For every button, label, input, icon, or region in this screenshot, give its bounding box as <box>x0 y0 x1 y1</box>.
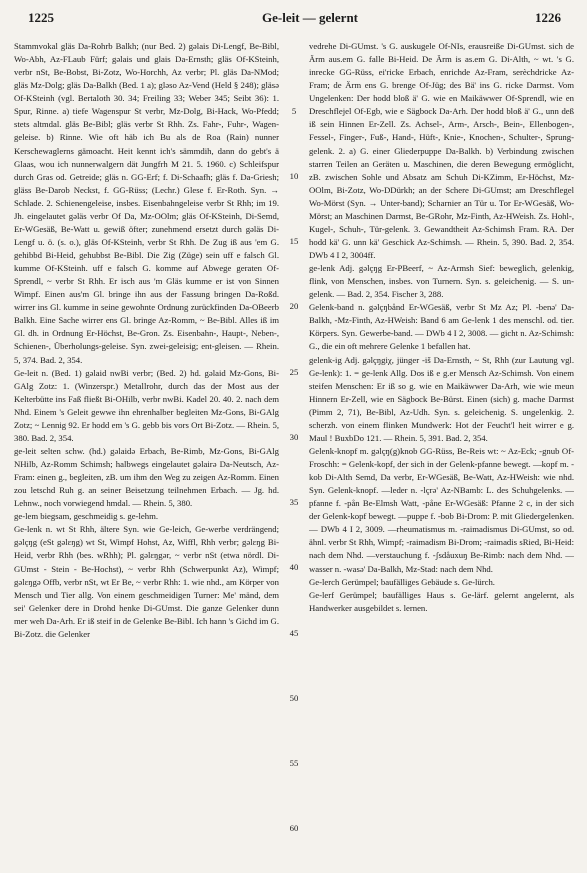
line-number: 40 <box>289 562 299 572</box>
line-number: 10 <box>289 171 299 181</box>
entry-gelenkig: gelenk-ig Adj. gəlçŋgiχ, jünger -iš Da-Ernsth, ~ St, Rhh (zur Lautung vgl. Ge-lenk): 1. = ge-lenk Allg. Dos iß e g.er Mensch Az-Schimsh. Von einem steifen Menschen: Er iß so g. wie en Maikäwwer Da-Arh, wie wie meun Hinnern Er-Zell, wie en Sägbock Be-Bürst. Einen (sich) g. mache Darmst (Pimm 2, 71), Be-Bibl, Az-Udh. Syn. s. geleichenig. S. ungelenkig. 2. scherzh. von einem flinken Mundwerk: Hot der Feucht'l heit wirrer e g. Maul ! BuxbDo 121. — Rhein. 5, 391. Bad. 2, 354. <box>309 354 574 443</box>
line-number: 50 <box>289 693 299 703</box>
line-number: 25 <box>289 367 299 377</box>
line-number: 45 <box>289 628 299 638</box>
line-number: 15 <box>289 236 299 246</box>
page-number-left: 1225 <box>28 10 54 25</box>
entry-gelenk-noun: Ge-lenk n. wt St Rhh, ältere Syn. wie Ge-leich, Ge-werbe verdrängend; gəlçŋg (eSt gəlɛŋg) wt St, Wimpf Hohst, Az, Wiffl, Rhh verbr; gəlɛŋg Bi-Heid, verbr Rhh (bes. wRhh); Pl. gəlɛŋgər, ~ verbr nSt (etwa nördl. Di-GUmst - Stein - Be-Hochst), ~ verbr Rhh (Schwerpunkt Az), Wimpf; gəlɛŋgə Offb, verbr nSt, wt Er Be, ~ verbr Rhh: 1. wie nhd., am Körper von Mensch und Tier allg. Von einem geschmeidigen Turner: Me' mänd, dem sei' Gelenker dere in Drohd henke Di-GUmst. Die ganze Gelenker dunn mer weh Da-Arh. Er iß steif in de Gelenke Be-Bibl. Ich hann 's Gichd im G. Bi-Zotz. die Gelenker <box>14 524 279 639</box>
page-header <box>0 4 587 30</box>
line-number: 55 <box>289 758 299 768</box>
running-title: Ge-leit — gelernt <box>262 10 359 25</box>
entry-gelerf: Ge-lerf Gerümpel; baufälliges Haus s. Ge-lärf. gelernt angelernt, als Handwerker ausgebildet s. lernen. <box>309 589 574 613</box>
entry-gelerch: Ge-lerch Gerümpel; baufälliges Gebäude s. Ge-lürch. <box>309 576 495 587</box>
line-number: 60 <box>289 823 299 833</box>
entry-gelenk-continued: vedrehe Di-GUmst. 's G. auskugele Of-NIs, erausreiße Di-GUmst. sich de Ärm aus.em G. falle Bi-Heid. De Ärm is as.em G. Di-Alth, ~ wt. 's G. inrecke GG-Rüss, ei'ricke Erbach, enrichde Az-Fram, serèchdricke Az-Fram; de Ärm ens G. brenge Of-Jüg; des Bä' ins G. ricke Darmst. Vom Ungelenken: Der hodd bloß ä' G. wie en Maikäwwer Of-Sprendl, wie en Dreschflejel Of-Egb, wie e Sägbock Da-Arh. Der hodd bloß ä' G., unn deß iß sein Hinnen Er-Zell. Zs. Achsel-, Arm-, Arsch-, Bein-, Ellenbogen-, Fessel-, Finger-, Fuß-, Hand-, Hüft-, Knie-, Knochen-, Schulter-, Sprung-gelenk. 2. a) G. einer Gliederpuppe Da-Balkh. b) Verbindung zwischen starren Teilen an Geräten u. Maschinen, die deren Bewegung ermöglicht, zB. zwischen Sohle und Absatz am Schuh Di-KZimm, Er-Höchst, Mz-OOlm, Bi-Zotz, Wo-DDürkh; an der Schere Di-GUmst; am Dreschflegel Wo-Mörst (Syn. → Unter-band); Scharnier an Tür u. Tor Er-WGesäß, Wo-Mörst; an Maschinen Darmst, Be-GRohr, Mz-Finth, Az-HWeish. Zs. Hohl-, Kugel-, Schuh-, Tür-gelenk. 3. Gewandtheit Az-Schimsh Fram. RA. Der hodd kä' G. unn kä' Geschick Az-Schimsh. — Rhein. 5, 390. Bad. 2, 354. DWb 4 I 2, 3004ff. <box>309 41 574 260</box>
page-number-right: 1226 <box>535 10 561 25</box>
entry-gelem: ge-lem biegsam, geschmeidig s. ge-lehm. <box>14 511 159 522</box>
right-column <box>309 40 574 870</box>
entry-gelenk-adj: ge-lenk Adj. gəlçŋg Er-PBeerf, ~ Az-Armsh Sief: beweglich, gelenkig, flink, von Menschen, insbes. von Turnern. Syn. s. geleichenig. — S. un-gelenk. — Bad. 2, 354. Fischer 3, 288. <box>309 263 574 300</box>
entry-geleit-verb: ge-leit selten schw. (hd.) gəlaidə Erbach, Be-Rimb, Mz-Gons, Bi-GAlg NHilb, Az-Romm Schimsh; halbwegs eingelautet gəlairə Da-Neutsch, Az-Fram: einen g., begleiten, zB. um ihm den Weg zu zeigen Az-Romm. Einen zou letschd Ruh g. an seiner Beisetzung teilnehmen Erbach. — Jg. hd. Lehnw., noch vorwiegend hmdal. — Rhein. 5, 380. <box>14 445 279 509</box>
entry-gelenk-knopf: Gelenk-knopf m. gəlçŋ(g)knob GG-Rüss, Be-Reis wt: ~ Az-Eck; -gnub Of-Froschh: = Gelenk-kopf, der sich in der Gelenk-pfanne bewegt. —kopf m. -kob Di-Alth Semd, Da verbr, Er-WGesäß, Be-Watt, Az-HWeish: wie nhd. Syn. Gelenk-knopf. —leder n. -lçrə' Az-NBamb: L. des Schuhgelenks. —pfanne f. -pån Be-Elmsh Watt, -påne Er-WGesäß: Pfanne 2 c, in der sich der Gelenk-kopf bewegt. —puppe f. -bob Bi-Drom: P. mit Gliedergelenken. — DWb 4 I 2, 3009. —rheumatismus m. -raimadismus Di-GUmst, so od. ähnl. verbr St Rhh, Wimpf; -raimadism Bi-Drom; -raimadis sRied, Bi-Heid: nach dem Nhd. —verstauchung f. -ʃsdåuxuŋ Be-Rimb: nach dem Nhd. —wasser n. -wasə' Da-Balkh, Mz-Stad: nach dem Nhd. <box>309 445 574 574</box>
left-column <box>14 40 279 870</box>
entry-geleise-continued: Stammvokal gläs Da-Rohrb Balkh; (nur Bed. 2) gəlais Di-Lengf, Be-Bibl, Wo-Abh, Az-FLaub Fürf; gəlais und glais Da-Ernsth; gläs Of-KSteinh, verbr nSt, Be-Bobst, Bi-Zotz, Wo-Horchh, Az verbr; Pl. gläs Da-NMod; gläs Mz-Dolg; gläs Da-Balkh (Bed. 1 a); gləso Az-Vend (Held § 248); gläsə Of-KSteinh (vgl. Bertaloth 30. 34; Freiling 33; Weber 345; Seibt 36): 1. Spur, Rinne. a) tiefe Wagenspur St verbr, Mz-Dolg, Bi-Hack, Wo-Pfedd; stets altmdal. gläs Be-Bibl; gläs verbr St Rhh. Zs. Fahr-, Fuhr-, Wagen-geleise. b) Rinne. Wie oft häb ich Bu als de Roa (Rain) nunner Kerschewaglerns gämoacht. Heit kennt ich's sämmdih, dann do gebt's ä Glaas, wou ich nunnerwalgern dät Jungfrh M 21. 5. 1960. c) Schleifspur durch Gras od. Getreide; gläs n. GG-Erf; f. Di-Schaafh; gläs f. Da-Griesh; gläss Be-Darob Neckst, f. GG-Rüss; (Lechr.) Glese f. Er-Roth. Syn. → Schlade. 2. Schienengeleise, insbes. Eisenbahngeleise verbr St Rhh; im 19. Jh. eingelautet gəläs verbr Of Da, Mz-OOlm; gläs Of-KSteinh, Di-Semd, Er-WGesäß, Be-Watt u. gewiß öfter; zunehmend ersetzt durch gəläs Di-Lengf u. ö. (s. o.), gläs Of-KSteinh, verbr St Rhh. De Zug iß aus 'em G. gehibbd Bi-Heid, gehubbst Be-Bibl. Die Zig (Züge) sein uff e falsch Gl. kumme Of-KSteinh. uff e falsch G. komme auf Abwege geraten Of-Sprendl, ~ verbr St Rhh. Er isch aus 'm Gläs kumme er ist von Sinnen Wimpf. Einen aus'm Gl. bringe ihn aus der Fassung bringen Da-Roßd. wirrer ins Gl. kumme in seine gewohnte Ordnung zurückfinden Da-OBeerb Balkh. Eine Sache wirrer ens Gl. bringe Az-Romm, ~ Be-Bibl. Alles iß im Gl. dh. in Ordnung Er-Höchst, Be-Gron. Zs. Eisenbahn-, Haupt-, Neben-, Schienen-, Überholungs-geleise. Syn. zwei-geleisig; ent-gleisen. — Rhein. 5, 374. Bad. 2, 354. <box>14 41 279 365</box>
entry-gelenk-band: Gelenk-band n. gəlçŋbånd Er-WGesäß, verbr St Mz Az; Pl. -benə' Da-Balkh, -Mz-Finth, Az-HWeish: Band 6 am Ge-lenk 1 des menschl. od. tier. Körpers. Syn. Gewerbe-band. — DWb 4 I 2, 3008. — gicht n. Az-Schimsh: G., die ein oft mehrere Gelenke 1 befallen hat. <box>309 302 574 352</box>
line-number: 20 <box>289 301 299 311</box>
line-number: 30 <box>289 432 299 442</box>
line-number: 5 <box>291 106 297 116</box>
line-number: 35 <box>289 497 299 507</box>
entry-geleit-noun: Ge-leit n. (Bed. 1) gəlaid nwBi verbr; (Bed. 2) hd. gəlaid Mz-Gons, Bi-GAlg Zotz: 1. (Winzerspr.) Metallrohr, durch das der Most aus der Kelterbütte ins Faß fließt Bi-OHilb, verbr nwBi. Kadel 20. 40. 2. nach dem Nhd. Einem 's Geleit gewwe ihn ehrenhalber begleiten Mz-Gons, Bi-GAlg Zotz; ~ Lennig 92. Er hodd em 's G. gebb bis vors Ort Bi-Zotz. — Rhein. 5, 380. Bad. 2, 354. <box>14 367 279 443</box>
